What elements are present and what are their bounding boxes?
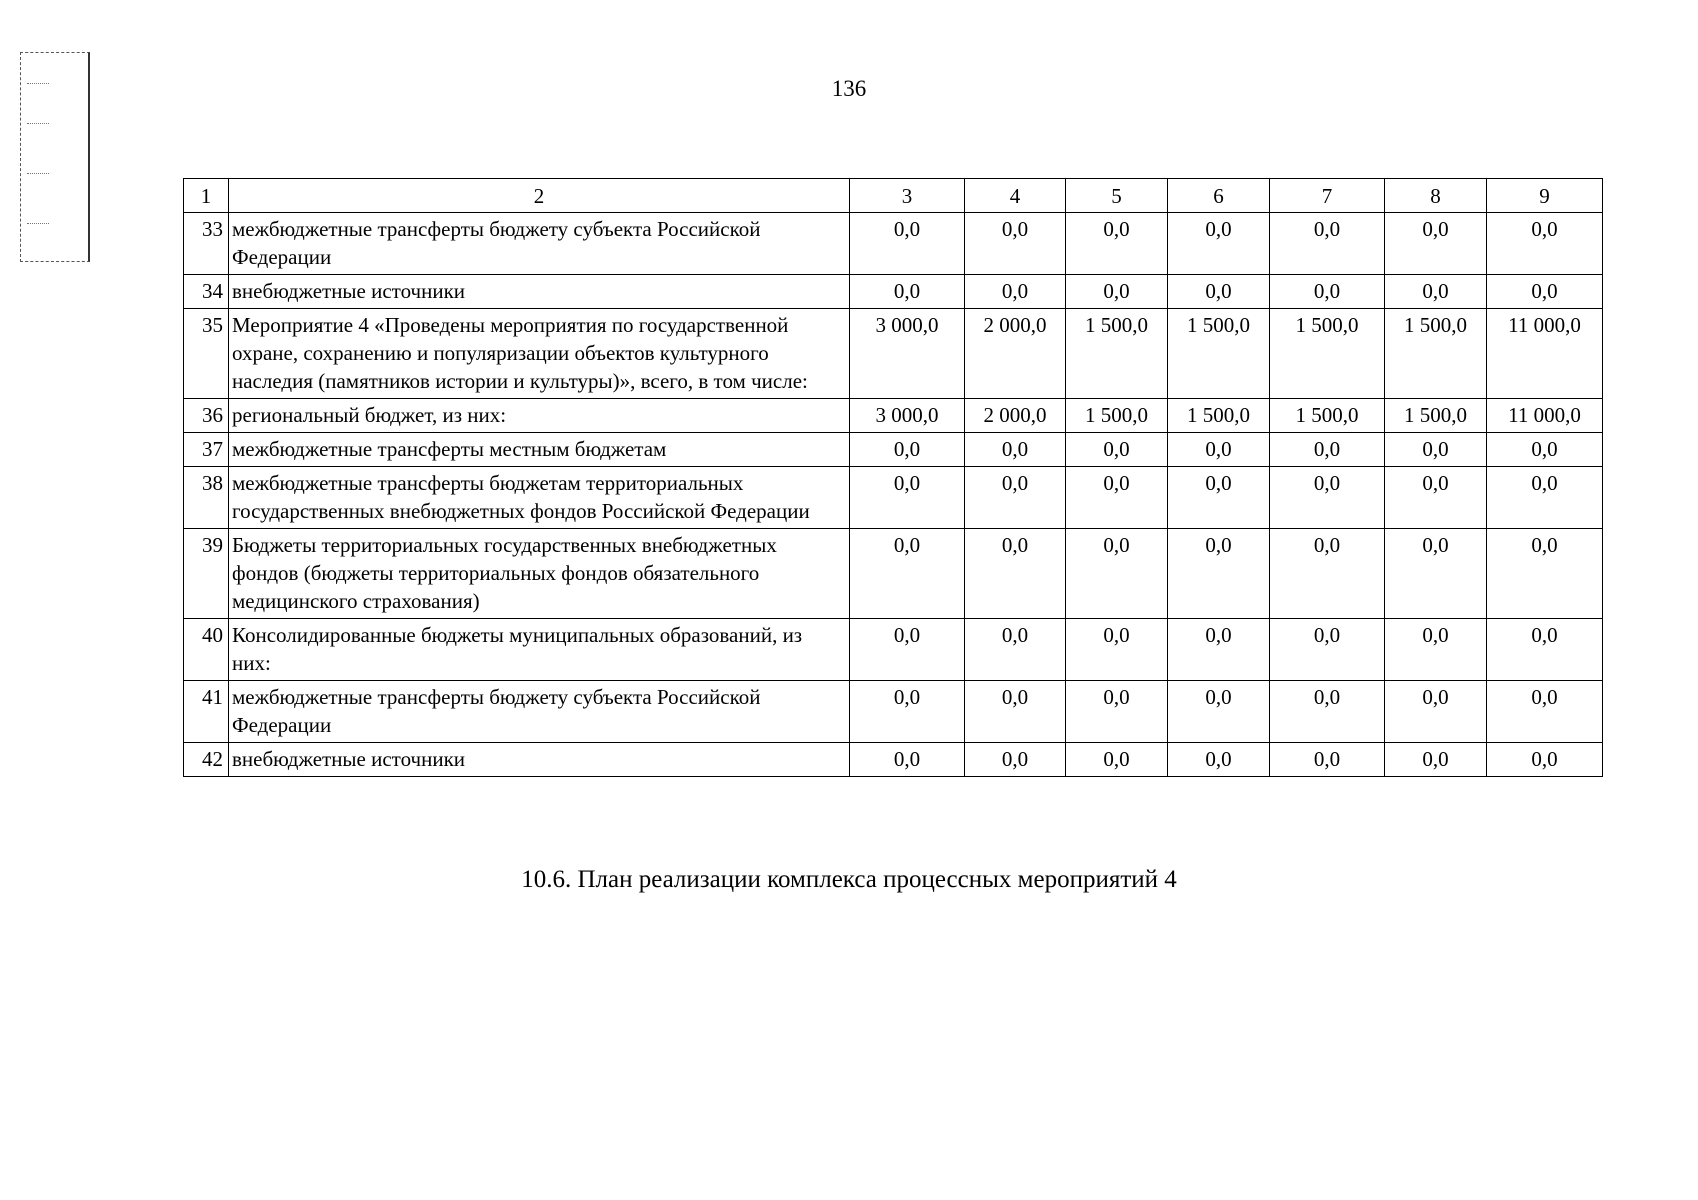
value-cell: 0,0	[850, 529, 965, 619]
value-cell: 0,0	[1385, 529, 1487, 619]
row-label: Консолидированные бюджеты муниципальных образований, из них:	[229, 619, 850, 681]
value-cell: 0,0	[1168, 275, 1270, 309]
row-number: 39	[184, 529, 229, 619]
value-cell: 1 500,0	[1168, 399, 1270, 433]
value-cell: 0,0	[965, 743, 1066, 777]
row-number: 36	[184, 399, 229, 433]
table-row	[184, 529, 1603, 619]
value-cell: 0,0	[965, 467, 1066, 529]
table-row	[184, 619, 1603, 681]
value-cell: 0,0	[1487, 213, 1603, 275]
value-cell: 0,0	[965, 619, 1066, 681]
row-number: 37	[184, 433, 229, 467]
value-cell: 0,0	[1270, 275, 1385, 309]
value-cell: 2 000,0	[965, 309, 1066, 399]
table-row	[184, 309, 1603, 399]
value-cell: 0,0	[1066, 743, 1168, 777]
value-cell: 1 500,0	[1270, 309, 1385, 399]
table-row	[184, 681, 1603, 743]
table-body	[184, 213, 1603, 777]
value-cell: 0,0	[965, 681, 1066, 743]
value-cell: 0,0	[1385, 275, 1487, 309]
table-row	[184, 213, 1603, 275]
value-cell: 0,0	[1270, 433, 1385, 467]
header-cell: 8	[1385, 179, 1487, 213]
row-label: внебюджетные источники	[229, 275, 850, 309]
row-label: региональный бюджет, из них:	[229, 399, 850, 433]
value-cell: 0,0	[850, 619, 965, 681]
value-cell: 1 500,0	[1066, 309, 1168, 399]
row-number: 42	[184, 743, 229, 777]
table-row	[184, 275, 1603, 309]
page-number: 136	[831, 76, 867, 101]
row-label: межбюджетные трансферты бюджету субъекта Российской Федерации	[229, 213, 850, 275]
value-cell: 0,0	[1487, 619, 1603, 681]
value-cell: 0,0	[1270, 213, 1385, 275]
value-cell: 0,0	[1385, 743, 1487, 777]
value-cell: 0,0	[1270, 619, 1385, 681]
stamp-line	[27, 173, 49, 174]
value-cell: 0,0	[1487, 275, 1603, 309]
value-cell: 0,0	[850, 681, 965, 743]
row-number: 40	[184, 619, 229, 681]
value-cell: 0,0	[1066, 681, 1168, 743]
value-cell: 0,0	[1066, 275, 1168, 309]
value-cell: 2 000,0	[965, 399, 1066, 433]
value-cell: 0,0	[1385, 467, 1487, 529]
table-row	[184, 399, 1603, 433]
value-cell: 0,0	[1385, 681, 1487, 743]
stamp-line	[27, 123, 49, 124]
value-cell: 1 500,0	[1168, 309, 1270, 399]
value-cell: 0,0	[1385, 213, 1487, 275]
value-cell: 0,0	[850, 467, 965, 529]
value-cell: 0,0	[1270, 467, 1385, 529]
header-cell: 4	[965, 179, 1066, 213]
value-cell: 0,0	[1168, 433, 1270, 467]
value-cell: 0,0	[1168, 529, 1270, 619]
stamp-line	[27, 223, 49, 224]
value-cell: 3 000,0	[850, 399, 965, 433]
value-cell: 1 500,0	[1385, 399, 1487, 433]
row-label: Мероприятие 4 «Проведены мероприятия по государственной охране, сохранению и популяризации объектов культурного наследия (памятников истории и культуры)», всего, в том числе:	[229, 309, 850, 399]
header-cell: 5	[1066, 179, 1168, 213]
row-number: 38	[184, 467, 229, 529]
header-cell: 1	[184, 179, 229, 213]
value-cell: 0,0	[1066, 467, 1168, 529]
header-cell: 6	[1168, 179, 1270, 213]
header-row	[184, 179, 1603, 213]
table-row	[184, 743, 1603, 777]
value-cell: 0,0	[1270, 743, 1385, 777]
header-cell: 9	[1487, 179, 1603, 213]
value-cell: 0,0	[1487, 467, 1603, 529]
value-cell: 1 500,0	[1066, 399, 1168, 433]
value-cell: 0,0	[965, 433, 1066, 467]
row-number: 34	[184, 275, 229, 309]
row-label: межбюджетные трансферты бюджету субъекта Российской Федерации	[229, 681, 850, 743]
header-cell: 7	[1270, 179, 1385, 213]
value-cell: 0,0	[1168, 467, 1270, 529]
value-cell: 1 500,0	[1385, 309, 1487, 399]
value-cell: 0,0	[965, 529, 1066, 619]
value-cell: 0,0	[1487, 433, 1603, 467]
value-cell: 0,0	[850, 433, 965, 467]
value-cell: 0,0	[1487, 681, 1603, 743]
value-cell: 0,0	[965, 275, 1066, 309]
value-cell: 0,0	[1066, 529, 1168, 619]
value-cell: 11 000,0	[1487, 309, 1603, 399]
value-cell: 1 500,0	[1270, 399, 1385, 433]
row-label: межбюджетные трансферты бюджетам территориальных государственных внебюджетных фондов Российской Федерации	[229, 467, 850, 529]
row-label: межбюджетные трансферты местным бюджетам	[229, 433, 850, 467]
value-cell: 0,0	[1487, 529, 1603, 619]
value-cell: 0,0	[1487, 743, 1603, 777]
table-row	[184, 433, 1603, 467]
row-number: 41	[184, 681, 229, 743]
value-cell: 0,0	[1066, 619, 1168, 681]
budget-table	[183, 178, 1603, 777]
table-row	[184, 467, 1603, 529]
value-cell: 0,0	[1385, 619, 1487, 681]
value-cell: 0,0	[1168, 213, 1270, 275]
value-cell: 0,0	[1270, 529, 1385, 619]
value-cell: 0,0	[1066, 213, 1168, 275]
value-cell: 0,0	[1385, 433, 1487, 467]
value-cell: 0,0	[850, 275, 965, 309]
value-cell: 0,0	[965, 213, 1066, 275]
value-cell: 0,0	[1168, 619, 1270, 681]
header-cell: 2	[229, 179, 850, 213]
value-cell: 0,0	[1168, 681, 1270, 743]
value-cell: 0,0	[1270, 681, 1385, 743]
value-cell: 3 000,0	[850, 309, 965, 399]
row-label: Бюджеты территориальных государственных внебюджетных фондов (бюджеты территориальных фондов обязательного медицинского страхования)	[229, 529, 850, 619]
row-number: 33	[184, 213, 229, 275]
table-header	[184, 179, 1603, 213]
value-cell: 0,0	[1168, 743, 1270, 777]
value-cell: 0,0	[1066, 433, 1168, 467]
value-cell: 0,0	[850, 213, 965, 275]
value-cell: 11 000,0	[1487, 399, 1603, 433]
section-title: 10.6. План реализации комплекса процессных мероприятий 4	[521, 866, 1177, 893]
row-number: 35	[184, 309, 229, 399]
row-label: внебюджетные источники	[229, 743, 850, 777]
value-cell: 0,0	[850, 743, 965, 777]
header-cell: 3	[850, 179, 965, 213]
